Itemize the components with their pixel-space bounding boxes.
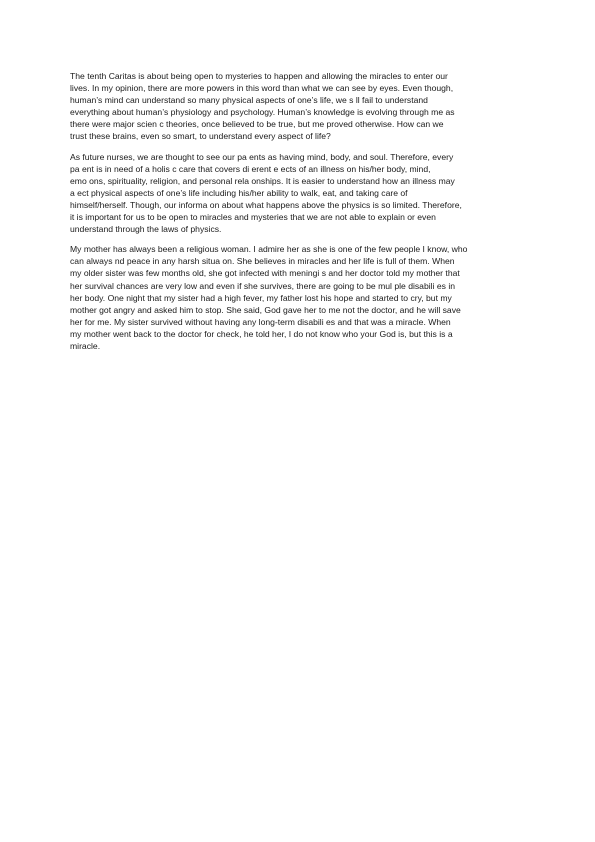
paragraph-line: emo ons, spirituality, religion, and personal rela onships. It is easier to understand how an illness may xyxy=(70,175,455,186)
paragraph-line: human’s mind can understand so many physical aspects of one’s life, we s ll fail to understand xyxy=(70,95,428,106)
paragraph-line: my older sister was few months old, she got infected with meningi s and her doctor told my mother that xyxy=(70,268,460,279)
paragraph-line: trust these brains, even so smart, to understand every aspect of life? xyxy=(70,131,331,142)
paragraph-line: My mother has always been a religious woman. I admire her as she is one of the few people I know, who xyxy=(70,244,468,255)
paragraph-line: a ect physical aspects of one’s life including his/her ability to walk, eat, and taking care of xyxy=(70,187,408,198)
document-page xyxy=(70,70,532,360)
paragraph-line: understand through the laws of physics. xyxy=(70,224,222,235)
paragraph-line: The tenth Caritas is about being open to mysteries to happen and allowing the miracles to enter our xyxy=(70,71,448,81)
paragraph-line: her body. One night that my sister had a high fever, my father lost his hope and started to cry, but my xyxy=(70,292,452,303)
paragraph-line: himself/herself. Though, our informa on about what happens above the physics is so limited. Therefore, xyxy=(70,199,462,210)
paragraph-line: her for me. My sister survived without having any long-term disabili es and that was a miracle. When xyxy=(70,316,451,327)
paragraph-line: mother got angry and asked him to stop. She said, God gave her to me not the doctor, and he will save xyxy=(70,304,461,315)
paragraph-line: her survival chances are very low and even if she survives, there are going to be mul ple disabili es in xyxy=(70,280,456,291)
paragraph-line: pa ent is in need of a holis c care that covers di erent e ects of an illness on his/her body, mind, xyxy=(70,163,431,174)
paragraph-line: lives. In my opinion, there are more powers in this word than what we can see by eyes. Even though, xyxy=(70,83,454,94)
paragraph-line: there were major scien c theories, once believed to be true, but me proved otherwise. How can we xyxy=(70,119,444,130)
paragraph-line: it is important for us to be open to miracles and mysteries that we are not able to explain or even xyxy=(70,212,436,223)
paragraph-line: everything about human’s physiology and psychology. Human’s knowledge is evolving through me as xyxy=(70,107,455,118)
paragraph-line: can always nd peace in any harsh situa on. She believes in miracles and her life is full of them. When xyxy=(70,256,455,267)
paragraph-2 xyxy=(70,151,532,236)
paragraph-line: my mother went back to the doctor for check, he told her, I do not know who your God is, but this is a xyxy=(70,328,453,339)
paragraph-3 xyxy=(70,243,532,352)
paragraph-1 xyxy=(70,70,532,143)
paragraph-line: miracle. xyxy=(70,340,101,351)
paragraph-line: As future nurses, we are thought to see our pa ents as having mind, body, and soul. Therefore, every xyxy=(70,151,454,162)
